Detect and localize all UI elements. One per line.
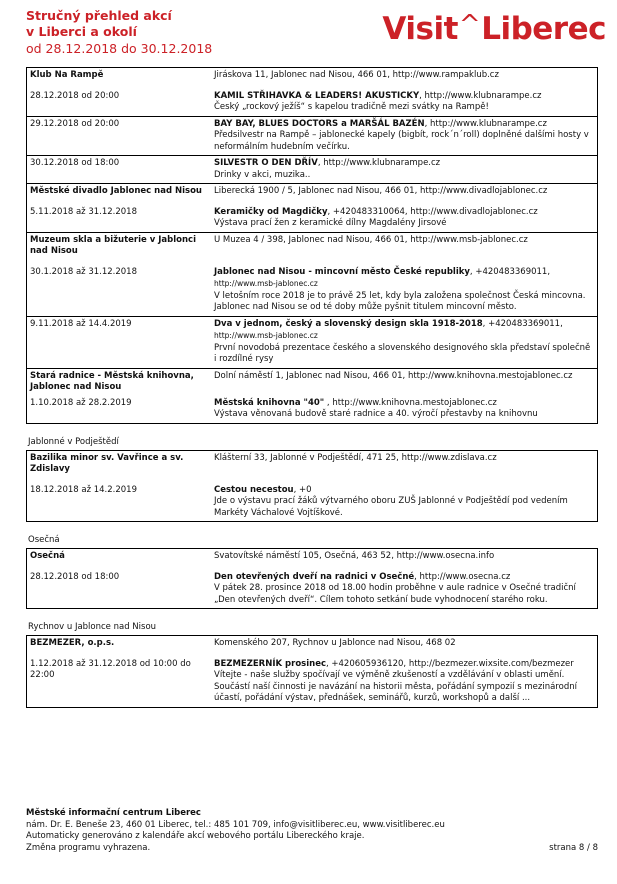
venue-address: U Muzea 4 / 398, Jablonec nad Nisou, 466 01, http://www.msb-jablonec.cz	[206, 232, 598, 260]
venue-row	[27, 68, 598, 84]
event-title: KAMIL STŘIHAVKA & LEADERS! AKUSTICKY	[214, 90, 420, 101]
event-title: SILVESTR O DEN DŘÍV	[214, 158, 318, 168]
event-link-url[interactable]: http://www.msb-jablonec.cz	[214, 279, 318, 288]
event-info	[206, 116, 598, 156]
event-link[interactable]: , http://www.klubnarampe.cz	[424, 118, 547, 129]
events-table-osecna	[26, 548, 598, 609]
event-row	[27, 156, 598, 184]
visit-liberec-logo	[382, 11, 606, 47]
title-line-1: Stručný přehled akcí	[26, 8, 172, 23]
event-title: Jablonec nad Nisou - mincovní město České republiky	[214, 266, 470, 277]
event-title: Keramičky od Magdičky	[214, 206, 328, 217]
event-date: 29.12.2018 od 20:00	[27, 116, 207, 156]
venue-name: Muzeum skla a bižuterie v Jablonci nad Nisou	[27, 232, 207, 260]
event-link[interactable]: , +420605936120, http://bezmezer.wixsite.com/bezmezer	[326, 658, 574, 669]
venue-name: Osečná	[30, 551, 65, 561]
event-description: V letošním roce 2018 je to právě 25 let, kdy byla založena společnost Česká mincovna. Jablonec nad Nisou se od té doby může pyšnit titulem mincovní město.	[214, 290, 586, 312]
page-number: strana 8 / 8	[549, 842, 598, 853]
footer-note: Automaticky generováno z kalendáře akcí webového portálu Libereckého kraje.	[26, 831, 365, 841]
event-info	[206, 156, 598, 184]
event-date: 5.11.2018 až 31.12.2018	[30, 206, 138, 217]
venue-row	[27, 368, 598, 396]
events-table-rychnov	[26, 635, 598, 708]
event-info	[206, 205, 598, 233]
venue-name: Klub Na Rampě	[30, 70, 104, 80]
footer-address: nám. Dr. E. Beneše 23, 460 01 Liberec, tel.: 485 101 709, info@visitliberec.eu, www.visitliberec.eu	[26, 819, 445, 830]
event-description: Výstava věnovaná budově staré radnice a 40. výročí přestavby na knihovnu	[214, 409, 538, 419]
event-row	[27, 483, 598, 522]
venue-row	[27, 636, 598, 652]
events-content	[26, 67, 598, 708]
logo-caret: ^	[458, 10, 481, 40]
event-link[interactable]: , http://www.klubnarampe.cz	[419, 90, 542, 101]
event-title: Den otevřených dveří na radnici v Osečné	[214, 571, 415, 582]
event-date: 1.12.2018 až 31.12.2018 od 10:00 do 22:00	[30, 658, 191, 680]
event-info	[206, 570, 598, 609]
event-link-url[interactable]: http://www.msb-jablonec.cz	[214, 331, 318, 340]
venue-name: Městské divadlo Jablonec nad Nisou	[27, 184, 207, 200]
venue-address: Klášterní 33, Jablonné v Podještědí, 471 25, http://www.zdislava.cz	[214, 452, 497, 463]
event-date: 30.1.2018 až 31.12.2018	[30, 266, 138, 277]
event-row	[27, 657, 598, 708]
venue-name: BEZMEZER, o.p.s.	[30, 638, 115, 648]
venue-name: Stará radnice - Městská knihovna, Jablonec nad Nisou	[27, 368, 207, 396]
venue-row	[27, 549, 598, 565]
event-link[interactable]: , +420483369011,	[469, 266, 551, 277]
event-row	[27, 89, 598, 117]
event-link[interactable]: , http://www.klubnarampe.cz	[317, 158, 441, 168]
event-info	[206, 657, 598, 708]
event-description: Drinky v akci, muzika..	[214, 169, 311, 180]
event-link[interactable]: , +420483310064, http://www.divadlojablonec.cz	[327, 206, 538, 217]
events-table-jablonec	[26, 67, 598, 424]
event-description: Předsilvestr na Rampě – jablonecké kapely (bigbít, rock´n´roll) doplněné dalšími hosty v neformálním hudebním večírku.	[214, 130, 589, 152]
event-description: Jde o výstavu prací žáků výtvarného oboru ZUŠ Jablonné v Podještědí pod vedením Markéty Váchalové Vojtíškové.	[214, 496, 568, 518]
event-info	[206, 265, 598, 317]
venue-address: Dolní náměstí 1, Jablonec nad Nisou, 466 01, http://www.knihovna.mestojablonec.cz	[206, 368, 598, 396]
event-row	[27, 205, 598, 233]
event-date: 28.12.2018 od 18:00	[30, 571, 120, 582]
page-footer	[26, 808, 598, 854]
event-title: BAY BAY, BLUES DOCTORS a MARŠÁL BAZÉN	[214, 118, 425, 129]
logo-visit: Visit	[382, 11, 458, 47]
event-description: Český „rockový ježíš“ s kapelou tradičně mezi svátky na Rampě!	[214, 102, 489, 112]
event-link: , +0	[293, 484, 312, 495]
city-heading: Jablonné v Podještědí	[28, 436, 119, 447]
venue-address: Komenského 207, Rychnov u Jablonce nad Nisou, 468 02	[214, 638, 456, 648]
event-date: 1.10.2018 až 28.2.2019	[30, 397, 132, 408]
event-date: 9.11.2018 až 14.4.2019	[27, 316, 207, 368]
event-description: V pátek 28. prosince 2018 od 18.00 hodin proběhne v aule radnice v Osečné tradiční „Den otevřených dveří“. Cílem tohoto setkání bude vyhodnocení starého roku.	[214, 583, 576, 605]
event-description: Výstava prací žen z keramické dílny Magdalény Jirsové	[214, 218, 447, 228]
event-description: Vítejte - naše služby spočívají ve výměně zkušeností a vzdělávání v oblasti umění. Součástí naší činnosti je navázání na historii města, pořádání sympozií s mezinárodní účastí, pořádání výstav, přednášek, seminářů, kurzů, workshopů a další ...	[214, 670, 577, 703]
venue-row	[27, 184, 598, 200]
event-row	[27, 265, 598, 317]
event-row	[27, 396, 598, 424]
page-header	[26, 8, 606, 64]
event-date: 28.12.2018 od 20:00	[30, 90, 120, 101]
venue-address: Jiráskova 11, Jablonec nad Nisou, 466 01, http://www.rampaklub.cz	[214, 70, 499, 80]
event-date: 18.12.2018 až 14.2.2019	[30, 484, 138, 495]
events-table-jablonne	[26, 450, 598, 523]
footer-note: Změna programu vyhrazena.	[26, 842, 151, 853]
footer-org: Městské informační centrum Liberec	[26, 808, 201, 818]
event-date: 30.12.2018 od 18:00	[27, 156, 207, 184]
venue-name: Bazilika minor sv. Vavřince a sv. Zdislavy	[30, 452, 184, 474]
city-heading: Rychnov u Jablonce nad Nisou	[28, 622, 157, 632]
event-link[interactable]: , http://www.osecna.cz	[414, 571, 511, 582]
event-title: Městská knihovna "40"	[214, 397, 325, 408]
event-info	[206, 316, 598, 368]
event-info	[206, 483, 598, 522]
event-title: Dva v jednom, český a slovenský design skla 1918-2018	[214, 318, 483, 329]
event-row	[27, 116, 598, 156]
event-title: Cestou necestou	[214, 484, 294, 495]
event-info	[206, 89, 598, 117]
event-row	[27, 570, 598, 609]
event-link[interactable]: , +420483369011,	[482, 318, 563, 329]
date-range: od 28.12.2018 do 30.12.2018	[26, 41, 213, 56]
venue-row	[27, 450, 598, 478]
event-description: První novodobá prezentace českého a slovenského designového skla představí společně i rozdílné rysy	[214, 342, 591, 364]
venue-row	[27, 232, 598, 260]
venue-address: Liberecká 1900 / 5, Jablonec nad Nisou, 466 01, http://www.divadlojablonec.cz	[206, 184, 598, 200]
venue-address: Svatovítské náměstí 105, Osečná, 463 52, http://www.osecna.info	[214, 551, 495, 561]
city-heading: Osečná	[28, 535, 60, 545]
logo-liberec: Liberec	[481, 11, 606, 47]
event-info	[206, 396, 598, 424]
event-title: BEZMEZERNÍK prosinec	[214, 658, 326, 669]
event-link[interactable]: , http://www.knihovna.mestojablonec.cz	[324, 397, 497, 408]
title-line-2: v Liberci a okolí	[26, 24, 137, 39]
event-row	[27, 316, 598, 368]
